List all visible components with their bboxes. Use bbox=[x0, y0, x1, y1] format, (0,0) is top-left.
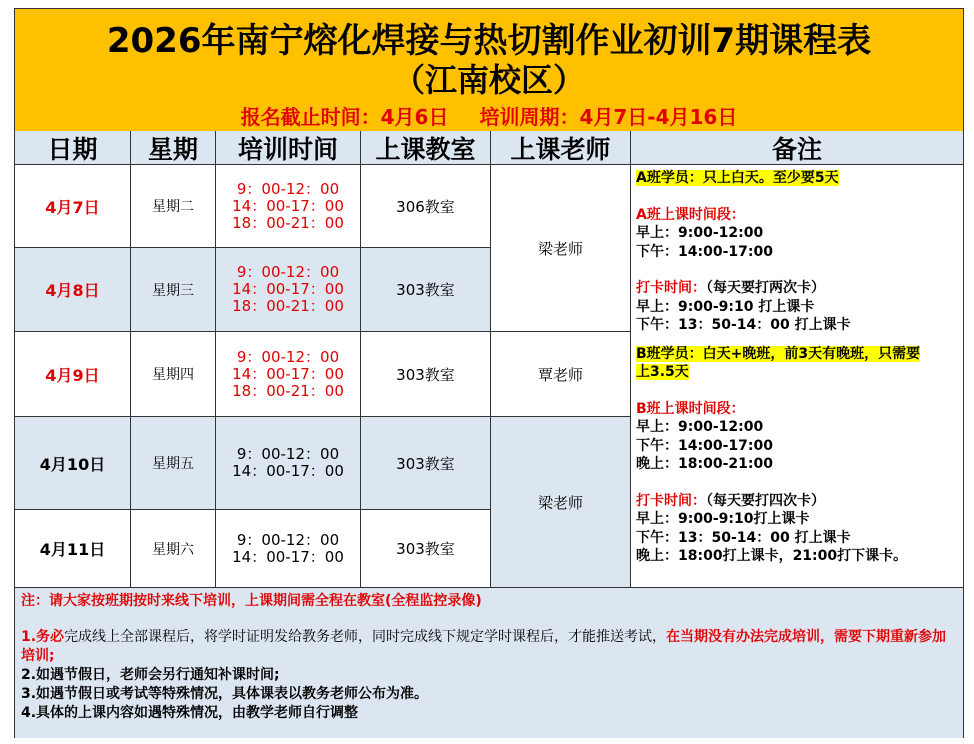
b-evening: 晚上：18:00-21:00 bbox=[636, 456, 773, 472]
row-weekday: 星期六 bbox=[131, 510, 216, 588]
time-slot: 14：00-17：00 bbox=[232, 364, 344, 383]
row-times bbox=[216, 165, 361, 248]
row-weekday: 星期五 bbox=[131, 417, 216, 510]
b-morning: 早上：9:00-12:00 bbox=[636, 419, 764, 435]
footer-item-4: 4.具体的上课内容如遇特殊情况，由教学老师自行调整 bbox=[21, 705, 359, 721]
time-slot: 18：00-21：00 bbox=[232, 297, 344, 315]
row-room: 306教室 bbox=[361, 165, 491, 248]
a-checkin-afternoon: 下午：13：50-14：00 打上课卡 bbox=[636, 317, 851, 333]
row-times bbox=[216, 510, 361, 588]
row-date: 4月8日 bbox=[15, 248, 131, 332]
row-room: 303教室 bbox=[361, 510, 491, 588]
b-checkin-title: 打卡时间： bbox=[636, 492, 706, 509]
notes-panel bbox=[631, 165, 963, 588]
time-slot: 14：00-17：00 bbox=[232, 547, 344, 566]
a-class-note: A班学员：只上白天。至少要5天 bbox=[636, 170, 839, 186]
schedule-sheet bbox=[14, 8, 964, 738]
b-checkin-evening: 晚上：18:00打上课卡，21:00打下课卡。 bbox=[636, 548, 908, 564]
time-slot: 9：00-12：00 bbox=[236, 263, 340, 281]
training-period: 培训周期：4月7日-4月16日 bbox=[479, 105, 738, 129]
b-afternoon: 下午：14:00-17:00 bbox=[636, 437, 773, 454]
row-weekday: 星期二 bbox=[131, 165, 216, 248]
b-class-note-cont: 上3.5天 bbox=[636, 364, 689, 380]
time-slot: 9：00-12：00 bbox=[236, 179, 340, 198]
row-room: 303教室 bbox=[361, 417, 491, 510]
header-teacher: 上课老师 bbox=[491, 131, 631, 165]
item1-warning: 在当期没有办法完成培训，需要下期重新参加培训; bbox=[21, 629, 947, 664]
time-slot: 18：00-21：00 bbox=[232, 381, 344, 400]
row-weekday: 星期四 bbox=[131, 332, 216, 417]
footer-notice: 注：请大家按班期按时来线下培训，上课期间需全程在教室(全程监控录像) bbox=[21, 593, 482, 609]
header-time: 培训时间 bbox=[216, 131, 361, 165]
schedule-dates bbox=[15, 101, 963, 130]
a-checkin-note: （每天要打两次卡） bbox=[706, 280, 825, 296]
item1-body: 完成线上全部课程后，将学时证明发给教务老师，同时完成线下规定学时课程后，才能推送考试， bbox=[64, 629, 667, 645]
time-slot: 14：00-17：00 bbox=[232, 280, 344, 298]
time-slot: 18：00-21：00 bbox=[232, 213, 344, 232]
b-checkin-note: （每天要打四次卡） bbox=[706, 492, 825, 509]
footer-item-1 bbox=[21, 628, 957, 666]
row-room: 303教室 bbox=[361, 248, 491, 332]
a-schedule-title: A班上课时间段： bbox=[636, 206, 745, 223]
title-banner bbox=[15, 9, 963, 132]
b-schedule-title: B班上课时间段： bbox=[636, 400, 745, 417]
time-slot: 9：00-12：00 bbox=[236, 445, 340, 463]
teacher-cell: 梁老师 bbox=[491, 165, 631, 332]
item1-prefix: 1.务必 bbox=[21, 629, 65, 645]
row-date: 4月10日 bbox=[15, 417, 131, 510]
campus-subtitle: （江南校区） bbox=[392, 61, 585, 99]
header-room: 上课教室 bbox=[361, 131, 491, 165]
header-weekday: 星期 bbox=[131, 131, 216, 165]
a-morning: 早上：9:00-12:00 bbox=[636, 225, 764, 241]
time-slot: 9：00-12：00 bbox=[236, 530, 340, 549]
header-date: 日期 bbox=[15, 131, 131, 165]
b-checkin-morning: 早上：9:00-9:10打上课卡 bbox=[636, 511, 810, 527]
row-times bbox=[216, 332, 361, 417]
b-checkin-afternoon: 下午：13：50-14：00 打上课卡 bbox=[636, 529, 851, 546]
row-room: 303教室 bbox=[361, 332, 491, 417]
footer-item-3: 3.如遇节假日或考试等特殊情况，具体课表以教务老师公布为准。 bbox=[21, 686, 429, 702]
a-checkin-title: 打卡时间： bbox=[636, 280, 706, 296]
row-date: 4月11日 bbox=[15, 510, 131, 588]
time-slot: 14：00-17：00 bbox=[232, 196, 344, 215]
b-class-note: B班学员：白天+晚班，前3天有晚班，只需要 bbox=[636, 345, 921, 362]
row-times bbox=[216, 417, 361, 510]
footer-notes bbox=[15, 588, 963, 738]
a-afternoon: 下午：14:00-17:00 bbox=[636, 243, 773, 260]
a-checkin-morning: 早上：9:00-9:10 打上课卡 bbox=[636, 298, 815, 315]
time-slot: 14：00-17：00 bbox=[232, 462, 344, 480]
row-weekday: 星期三 bbox=[131, 248, 216, 332]
row-date: 4月7日 bbox=[15, 165, 131, 248]
footer-item-2: 2.如遇节假日，老师会另行通知补课时间; bbox=[21, 667, 280, 683]
teacher-cell: 覃老师 bbox=[491, 332, 631, 417]
header-notes: 备注 bbox=[631, 131, 963, 165]
registration-deadline: 报名截止时间：4月6日 bbox=[240, 105, 449, 129]
teacher-cell: 梁老师 bbox=[491, 417, 631, 588]
time-slot: 9：00-12：00 bbox=[236, 347, 340, 366]
row-date: 4月9日 bbox=[15, 332, 131, 417]
row-times bbox=[216, 248, 361, 332]
page-title: 2026年南宁熔化焊接与热切割作业初训7期课程表 bbox=[106, 21, 872, 61]
